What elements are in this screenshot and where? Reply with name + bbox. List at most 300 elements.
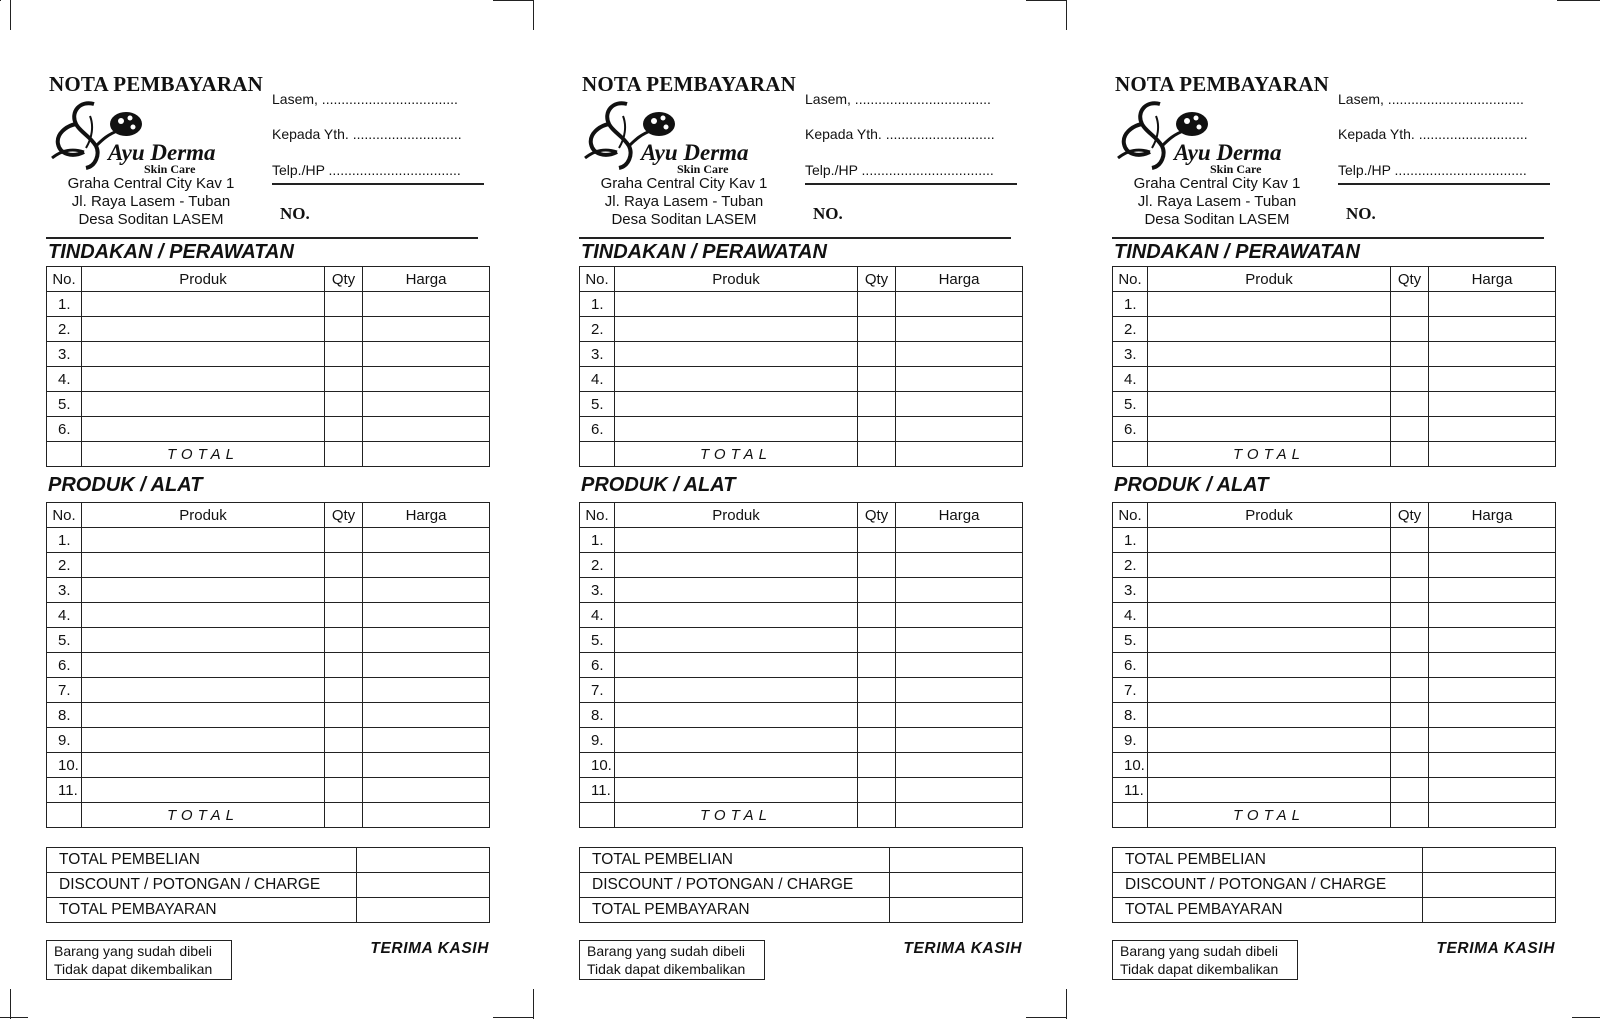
harga-cell[interactable] <box>896 703 1023 728</box>
harga-cell[interactable] <box>363 528 490 553</box>
summary-table <box>579 847 1023 923</box>
summary-value-cell[interactable] <box>1423 898 1556 923</box>
table-row <box>1113 342 1556 367</box>
total-qty-cell[interactable] <box>858 442 896 467</box>
recipient-field[interactable]: Kepada Yth. ............................ <box>272 126 462 142</box>
qty-cell[interactable] <box>1391 578 1429 603</box>
qty-cell[interactable] <box>858 653 896 678</box>
harga-cell[interactable] <box>1429 728 1556 753</box>
address-line: Desa Soditan LASEM <box>78 211 224 228</box>
qty-cell[interactable] <box>325 703 363 728</box>
qty-cell[interactable] <box>1391 778 1429 803</box>
produk-cell[interactable] <box>1148 317 1391 342</box>
table-row <box>47 653 490 678</box>
harga-cell[interactable] <box>896 417 1023 442</box>
table-row <box>47 528 490 553</box>
produk-cell[interactable] <box>1148 528 1391 553</box>
summary-value-cell[interactable] <box>357 873 490 898</box>
table-row <box>1113 728 1556 753</box>
qty-cell[interactable] <box>1391 553 1429 578</box>
phone-field[interactable]: Telp./HP .................................. <box>272 162 461 178</box>
qty-cell[interactable] <box>858 778 896 803</box>
row-number: 1. <box>580 528 615 553</box>
column-header-produk: Produk <box>615 503 858 528</box>
row-number: 8. <box>47 703 82 728</box>
produk-cell[interactable] <box>615 578 858 603</box>
table-row <box>1113 292 1556 317</box>
qty-cell[interactable] <box>1391 703 1429 728</box>
total-label: TOTAL <box>1148 442 1391 467</box>
produk-cell[interactable] <box>82 728 325 753</box>
produk-cell[interactable] <box>615 628 858 653</box>
qty-cell[interactable] <box>858 417 896 442</box>
qty-cell[interactable] <box>858 753 896 778</box>
qty-cell[interactable] <box>858 392 896 417</box>
table-row <box>47 553 490 578</box>
qty-cell[interactable] <box>325 678 363 703</box>
produk-cell[interactable] <box>1148 342 1391 367</box>
harga-cell[interactable] <box>896 578 1023 603</box>
table-row <box>1113 392 1556 417</box>
harga-cell[interactable] <box>896 778 1023 803</box>
table-header-row <box>47 267 490 292</box>
summary-label-total-pembelian: TOTAL PEMBELIAN <box>1113 848 1423 873</box>
table-row <box>47 728 490 753</box>
produk-cell[interactable] <box>82 753 325 778</box>
column-header-no: No. <box>1113 503 1148 528</box>
harga-cell[interactable] <box>896 317 1023 342</box>
harga-cell[interactable] <box>1429 317 1556 342</box>
header-divider <box>1112 237 1544 239</box>
table-row <box>580 528 1023 553</box>
row-number: 7. <box>1113 678 1148 703</box>
summary-value-cell[interactable] <box>357 898 490 923</box>
table-row <box>1113 367 1556 392</box>
qty-cell[interactable] <box>858 367 896 392</box>
address-line: Jl. Raya Lasem - Tuban <box>1137 193 1297 210</box>
summary-label-total-pembelian: TOTAL PEMBELIAN <box>47 848 357 873</box>
total-harga-cell[interactable] <box>896 442 1023 467</box>
total-label: TOTAL <box>82 442 325 467</box>
brand-logo <box>50 96 246 176</box>
table-row <box>1113 653 1556 678</box>
phone-field[interactable]: Telp./HP .................................. <box>1338 162 1527 178</box>
harga-cell[interactable] <box>896 728 1023 753</box>
invoice-number-label: NO. <box>1346 204 1376 223</box>
row-number: 1. <box>1113 528 1148 553</box>
qty-cell[interactable] <box>858 603 896 628</box>
invoice-title: NOTA PEMBAYARAN <box>582 72 797 96</box>
table-row <box>1113 678 1556 703</box>
harga-cell[interactable] <box>1429 628 1556 653</box>
return-policy-notice <box>1112 940 1298 980</box>
crop-mark <box>1557 0 1600 1</box>
brand-name: Ayu Derma <box>108 140 216 165</box>
qty-cell[interactable] <box>325 292 363 317</box>
field-underline <box>272 183 484 185</box>
produk-cell[interactable] <box>82 367 325 392</box>
row-number: 9. <box>47 728 82 753</box>
summary-label-total-pembayaran: TOTAL PEMBAYARAN <box>47 898 357 923</box>
produk-cell[interactable] <box>615 703 858 728</box>
brand-tagline: Skin Care <box>677 162 729 176</box>
harga-cell[interactable] <box>363 367 490 392</box>
thank-you-text: TERIMA KASIH <box>1436 940 1555 957</box>
harga-cell[interactable] <box>363 728 490 753</box>
harga-cell[interactable] <box>1429 367 1556 392</box>
produk-cell[interactable] <box>82 417 325 442</box>
summary-value-cell[interactable] <box>357 848 490 873</box>
total-row <box>580 803 1023 828</box>
notice-line: Tidak dapat dikembalikan <box>1120 961 1279 977</box>
qty-cell[interactable] <box>858 703 896 728</box>
produk-cell[interactable] <box>82 342 325 367</box>
total-label: TOTAL <box>1148 803 1391 828</box>
produk-cell[interactable] <box>615 292 858 317</box>
summary-label-total-pembayaran: TOTAL PEMBAYARAN <box>1113 898 1423 923</box>
harga-cell[interactable] <box>1429 553 1556 578</box>
summary-value-cell[interactable] <box>890 848 1023 873</box>
qty-cell[interactable] <box>325 578 363 603</box>
harga-cell[interactable] <box>896 603 1023 628</box>
total-qty-cell[interactable] <box>325 803 363 828</box>
recipient-field[interactable]: Kepada Yth. ............................ <box>805 126 995 142</box>
section-title-tindakan: TINDAKAN / PERAWATAN <box>48 241 294 263</box>
column-header-produk: Produk <box>1148 503 1391 528</box>
harga-cell[interactable] <box>363 553 490 578</box>
harga-cell[interactable] <box>363 778 490 803</box>
harga-cell[interactable] <box>896 392 1023 417</box>
qty-cell[interactable] <box>325 317 363 342</box>
summary-label-total-pembelian: TOTAL PEMBELIAN <box>580 848 890 873</box>
harga-cell[interactable] <box>1429 753 1556 778</box>
produk-cell[interactable] <box>615 417 858 442</box>
qty-cell[interactable] <box>1391 628 1429 653</box>
harga-cell[interactable] <box>896 628 1023 653</box>
produk-cell[interactable] <box>1148 417 1391 442</box>
table-row <box>1113 578 1556 603</box>
qty-cell[interactable] <box>1391 528 1429 553</box>
qty-cell[interactable] <box>858 342 896 367</box>
qty-cell[interactable] <box>1391 417 1429 442</box>
total-qty-cell[interactable] <box>1391 803 1429 828</box>
row-number: 6. <box>1113 653 1148 678</box>
produk-cell[interactable] <box>82 778 325 803</box>
column-header-no: No. <box>1113 267 1148 292</box>
harga-cell[interactable] <box>363 392 490 417</box>
harga-cell[interactable] <box>363 292 490 317</box>
brand-tagline: Skin Care <box>1210 162 1262 176</box>
summary-table <box>46 847 490 923</box>
brand-tagline: Skin Care <box>144 162 196 176</box>
return-policy-notice <box>579 940 765 980</box>
produk-cell[interactable] <box>82 528 325 553</box>
table-row <box>47 678 490 703</box>
produk-cell[interactable] <box>1148 553 1391 578</box>
invoice-number-label: NO. <box>280 204 310 223</box>
harga-cell[interactable] <box>363 603 490 628</box>
produk-cell[interactable] <box>1148 603 1391 628</box>
qty-cell[interactable] <box>858 317 896 342</box>
harga-cell[interactable] <box>1429 292 1556 317</box>
row-number: 6. <box>47 417 82 442</box>
harga-cell[interactable] <box>896 653 1023 678</box>
qty-cell[interactable] <box>325 417 363 442</box>
total-harga-cell[interactable] <box>896 803 1023 828</box>
produk-cell[interactable] <box>615 528 858 553</box>
harga-cell[interactable] <box>363 703 490 728</box>
produk-cell[interactable] <box>615 553 858 578</box>
column-header-harga: Harga <box>1429 267 1556 292</box>
produk-cell[interactable] <box>615 778 858 803</box>
table-row <box>47 603 490 628</box>
address-line: Jl. Raya Lasem - Tuban <box>71 193 231 210</box>
notice-line: Barang yang sudah dibeli <box>54 943 213 959</box>
row-number: 11. <box>47 778 82 803</box>
harga-cell[interactable] <box>896 753 1023 778</box>
section-title-produk: PRODUK / ALAT <box>581 474 736 496</box>
produk-cell[interactable] <box>1148 628 1391 653</box>
produk-cell[interactable] <box>615 392 858 417</box>
table-row <box>47 703 490 728</box>
qty-cell[interactable] <box>325 653 363 678</box>
qty-cell[interactable] <box>325 728 363 753</box>
column-header-no: No. <box>47 267 82 292</box>
qty-cell[interactable] <box>325 553 363 578</box>
summary-row <box>1113 848 1556 873</box>
harga-cell[interactable] <box>1429 528 1556 553</box>
produk-cell[interactable] <box>82 628 325 653</box>
summary-value-cell[interactable] <box>890 898 1023 923</box>
qty-cell[interactable] <box>1391 342 1429 367</box>
harga-cell[interactable] <box>896 367 1023 392</box>
lasem-date-field[interactable]: Lasem, ................................... <box>805 91 991 107</box>
total-qty-cell[interactable] <box>1391 442 1429 467</box>
summary-row <box>1113 898 1556 923</box>
qty-cell[interactable] <box>325 367 363 392</box>
row-number: 2. <box>580 553 615 578</box>
qty-cell[interactable] <box>858 578 896 603</box>
harga-cell[interactable] <box>1429 417 1556 442</box>
table-header-row <box>47 503 490 528</box>
row-number: 3. <box>47 342 82 367</box>
lasem-date-field[interactable]: Lasem, ................................... <box>1338 91 1524 107</box>
summary-row <box>580 848 1023 873</box>
total-label: TOTAL <box>615 803 858 828</box>
produk-cell[interactable] <box>82 392 325 417</box>
produk-cell[interactable] <box>615 367 858 392</box>
qty-cell[interactable] <box>858 678 896 703</box>
produk-cell[interactable] <box>615 678 858 703</box>
harga-cell[interactable] <box>363 317 490 342</box>
harga-cell[interactable] <box>363 342 490 367</box>
qty-cell[interactable] <box>1391 728 1429 753</box>
table-row <box>1113 628 1556 653</box>
qty-cell[interactable] <box>1391 392 1429 417</box>
invoice-number-label: NO. <box>813 204 843 223</box>
total-label: TOTAL <box>82 803 325 828</box>
row-number: 5. <box>1113 392 1148 417</box>
produk-cell[interactable] <box>82 317 325 342</box>
produk-cell[interactable] <box>82 553 325 578</box>
harga-cell[interactable] <box>1429 678 1556 703</box>
tindakan-table <box>46 266 490 467</box>
table-header-row <box>580 267 1023 292</box>
column-header-no: No. <box>580 503 615 528</box>
return-policy-notice <box>46 940 232 980</box>
total-row <box>1113 442 1556 467</box>
invoice-copy <box>1112 0 1560 1019</box>
qty-cell[interactable] <box>1391 603 1429 628</box>
qty-cell[interactable] <box>325 603 363 628</box>
brand-logo <box>1116 96 1312 176</box>
invoice-copy <box>46 0 494 1019</box>
produk-cell[interactable] <box>82 603 325 628</box>
produk-cell[interactable] <box>615 653 858 678</box>
total-qty-cell[interactable] <box>325 442 363 467</box>
qty-cell[interactable] <box>858 553 896 578</box>
harga-cell[interactable] <box>1429 603 1556 628</box>
summary-label-discount: DISCOUNT / POTONGAN / CHARGE <box>47 873 357 898</box>
harga-cell[interactable] <box>363 578 490 603</box>
harga-cell[interactable] <box>896 292 1023 317</box>
produk-table <box>46 502 490 828</box>
total-row <box>47 442 490 467</box>
total-qty-cell[interactable] <box>858 803 896 828</box>
total-harga-cell[interactable] <box>363 803 490 828</box>
total-harga-cell[interactable] <box>1429 803 1556 828</box>
harga-cell[interactable] <box>896 678 1023 703</box>
produk-cell[interactable] <box>1148 578 1391 603</box>
qty-cell[interactable] <box>1391 292 1429 317</box>
produk-cell[interactable] <box>615 317 858 342</box>
harga-cell[interactable] <box>363 653 490 678</box>
crop-mark <box>533 989 534 1019</box>
recipient-field[interactable]: Kepada Yth. ............................ <box>1338 126 1528 142</box>
field-underline <box>1338 183 1550 185</box>
produk-cell[interactable] <box>615 342 858 367</box>
qty-cell[interactable] <box>325 392 363 417</box>
qty-cell[interactable] <box>858 628 896 653</box>
row-number: 2. <box>47 553 82 578</box>
summary-value-cell[interactable] <box>1423 848 1556 873</box>
address-line: Jl. Raya Lasem - Tuban <box>604 193 764 210</box>
harga-cell[interactable] <box>363 628 490 653</box>
harga-cell[interactable] <box>1429 392 1556 417</box>
harga-cell[interactable] <box>896 342 1023 367</box>
produk-cell[interactable] <box>1148 753 1391 778</box>
summary-label-discount: DISCOUNT / POTONGAN / CHARGE <box>1113 873 1423 898</box>
row-number: 2. <box>1113 553 1148 578</box>
harga-cell[interactable] <box>1429 778 1556 803</box>
produk-cell[interactable] <box>82 653 325 678</box>
qty-cell[interactable] <box>325 628 363 653</box>
harga-cell[interactable] <box>1429 578 1556 603</box>
produk-cell[interactable] <box>615 753 858 778</box>
column-header-produk: Produk <box>615 267 858 292</box>
qty-cell[interactable] <box>858 292 896 317</box>
qty-cell[interactable] <box>858 728 896 753</box>
table-row <box>580 653 1023 678</box>
total-harga-cell[interactable] <box>363 442 490 467</box>
qty-cell[interactable] <box>1391 317 1429 342</box>
column-header-qty: Qty <box>1391 267 1429 292</box>
row-number: 4. <box>47 367 82 392</box>
qty-cell[interactable] <box>858 528 896 553</box>
harga-cell[interactable] <box>363 417 490 442</box>
total-harga-cell[interactable] <box>1429 442 1556 467</box>
table-row <box>580 578 1023 603</box>
phone-field[interactable]: Telp./HP .................................. <box>805 162 994 178</box>
crop-mark <box>10 0 11 30</box>
produk-cell[interactable] <box>1148 778 1391 803</box>
produk-cell[interactable] <box>1148 678 1391 703</box>
produk-cell[interactable] <box>1148 703 1391 728</box>
table-row <box>580 678 1023 703</box>
harga-cell[interactable] <box>363 678 490 703</box>
row-number: 1. <box>580 292 615 317</box>
produk-cell[interactable] <box>1148 653 1391 678</box>
harga-cell[interactable] <box>1429 342 1556 367</box>
produk-cell[interactable] <box>82 678 325 703</box>
row-number: 9. <box>1113 728 1148 753</box>
qty-cell[interactable] <box>1391 753 1429 778</box>
harga-cell[interactable] <box>896 528 1023 553</box>
qty-cell[interactable] <box>325 528 363 553</box>
harga-cell[interactable] <box>363 753 490 778</box>
column-header-harga: Harga <box>896 267 1023 292</box>
crop-mark <box>0 0 1 1</box>
produk-cell[interactable] <box>1148 292 1391 317</box>
qty-cell[interactable] <box>1391 678 1429 703</box>
produk-cell[interactable] <box>82 703 325 728</box>
harga-cell[interactable] <box>1429 703 1556 728</box>
summary-value-cell[interactable] <box>1423 873 1556 898</box>
total-row <box>1113 803 1556 828</box>
address-line: Graha Central City Kav 1 <box>600 175 768 192</box>
crop-mark <box>493 0 533 1</box>
harga-cell[interactable] <box>896 553 1023 578</box>
table-row <box>47 317 490 342</box>
row-number: 10. <box>580 753 615 778</box>
produk-cell[interactable] <box>82 292 325 317</box>
produk-cell[interactable] <box>615 603 858 628</box>
qty-cell[interactable] <box>1391 367 1429 392</box>
summary-value-cell[interactable] <box>890 873 1023 898</box>
qty-cell[interactable] <box>325 778 363 803</box>
row-number: 7. <box>47 678 82 703</box>
column-header-produk: Produk <box>82 267 325 292</box>
produk-cell[interactable] <box>615 728 858 753</box>
table-row <box>47 778 490 803</box>
qty-cell[interactable] <box>325 342 363 367</box>
column-header-produk: Produk <box>82 503 325 528</box>
harga-cell[interactable] <box>1429 653 1556 678</box>
row-number: 3. <box>580 342 615 367</box>
qty-cell[interactable] <box>325 753 363 778</box>
lasem-date-field[interactable]: Lasem, ................................... <box>272 91 458 107</box>
table-row <box>1113 703 1556 728</box>
table-row <box>47 392 490 417</box>
qty-cell[interactable] <box>1391 653 1429 678</box>
crop-mark <box>533 0 534 30</box>
produk-cell[interactable] <box>1148 392 1391 417</box>
produk-cell[interactable] <box>82 578 325 603</box>
address-line: Desa Soditan LASEM <box>1144 211 1290 228</box>
produk-cell[interactable] <box>1148 728 1391 753</box>
table-row <box>47 753 490 778</box>
produk-cell[interactable] <box>1148 367 1391 392</box>
